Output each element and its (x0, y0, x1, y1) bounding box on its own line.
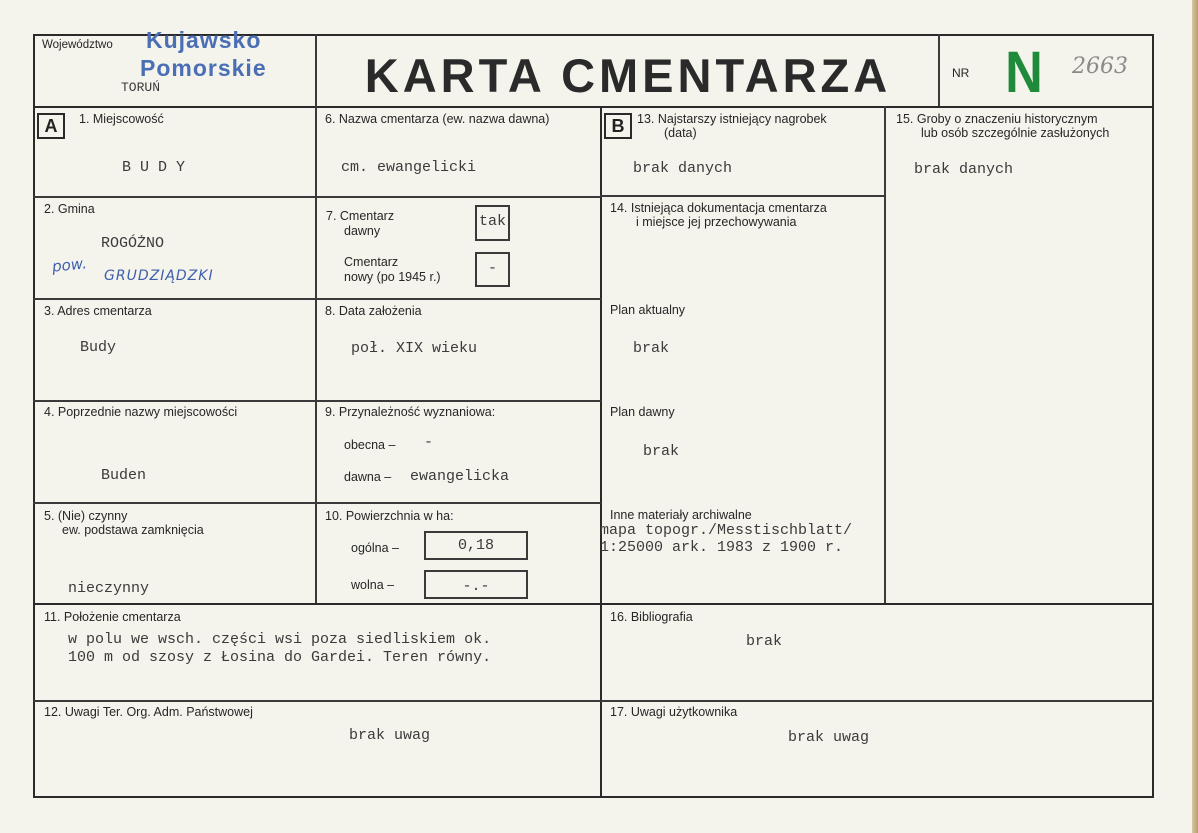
row-div-a1 (33, 196, 601, 198)
row-div-a3 (33, 400, 601, 402)
frame-left (33, 34, 35, 798)
row-div-mid (33, 603, 1154, 605)
row-div-a4 (33, 502, 601, 504)
field-7-nowy-box: - (475, 252, 510, 287)
nr-letter-marker: N (1005, 40, 1043, 105)
col-divider-3 (884, 106, 886, 604)
field-3-value: Budy (80, 339, 117, 356)
field-10-wolna-label: wolna – (351, 578, 395, 592)
card-title: KARTA CMENTARZA (364, 49, 892, 102)
plan-current-label: Plan aktualny (610, 303, 686, 317)
field-3-label: 3. Adres cmentarza (44, 304, 152, 318)
field-4-value: Buden (101, 467, 147, 484)
field-2-label: 2. Gmina (44, 202, 95, 216)
field-8-label: 8. Data założenia (325, 304, 422, 318)
field-2-value: ROGÓŻNO (101, 235, 165, 252)
other-materials-label: Inne materiały archiwalne (610, 508, 752, 522)
row-div-a2 (33, 298, 601, 300)
field-15-value: brak danych (914, 161, 1014, 178)
nr-label: NR (952, 66, 970, 80)
field-7-label-1: 7. Cmentarz (326, 209, 395, 223)
field-13-label-1: 13. Najstarszy istniejący nagrobek (637, 112, 827, 126)
nr-number: 2663 (1072, 54, 1128, 79)
voivodeship-stamp-line1: Kujawsko (146, 27, 262, 53)
field-7-nowy-label-2: nowy (po 1945 r.) (344, 270, 441, 284)
field-11-label: 11. Położenie cmentarza (44, 610, 181, 624)
field-7-nowy-label-1: Cmentarz (344, 255, 399, 269)
field-4-label: 4. Poprzednie nazwy miejscowości (44, 405, 238, 419)
field-9-label: 9. Przynależność wyznaniowa: (325, 405, 496, 419)
field-6-value: cm. ewangelicki (341, 159, 477, 176)
field-2-hand-prefix: pow. (51, 254, 88, 276)
field-9-obecna-label: obecna – (344, 438, 396, 452)
frame-right (1152, 34, 1154, 798)
field-9-dawna-label: dawna – (344, 470, 392, 484)
col-divider-1 (315, 106, 317, 604)
field-5-label-1: 5. (Nie) czynny (44, 509, 128, 523)
row-div-b1 (600, 195, 884, 197)
field-10-ogolna-label: ogólna – (351, 541, 399, 555)
plan-old-value: brak (643, 443, 680, 460)
field-8-value: poł. XIX wieku (351, 340, 478, 357)
field-12-value: brak uwag (349, 727, 431, 744)
field-17-value: brak uwag (788, 729, 870, 746)
section-a-marker: A (37, 113, 65, 139)
plan-current-value: brak (633, 340, 670, 357)
field-11-line1: w polu we wsch. części wsi poza siedliskiem ok. (68, 631, 492, 648)
field-16-label: 16. Bibliografia (610, 610, 693, 624)
field-9-dawna-value: ewangelicka (410, 468, 510, 485)
field-13-label-2: (data) (664, 126, 697, 140)
field-11-line2: 100 m od szosy z Łosina do Gardei. Teren równy. (68, 649, 492, 666)
section-b-marker: B (604, 113, 632, 139)
header-vline-2 (938, 34, 940, 106)
other-materials-line2: 1:25000 ark. 1983 z 1900 r. (600, 539, 844, 556)
field-7-dawny-box: tak (475, 205, 510, 241)
field-5-label-2: ew. podstawa zamknięcia (62, 523, 204, 537)
field-1-value: B U D Y (122, 159, 186, 176)
voivodeship-label: Województwo (42, 39, 113, 51)
col-divider-2 (600, 106, 602, 796)
field-15-label-1: 15. Groby o znaczeniu historycznym (896, 112, 1098, 126)
field-13-value: brak danych (633, 160, 733, 177)
header-vline-1 (315, 34, 317, 106)
frame-bottom (33, 796, 1154, 798)
field-16-value: brak (746, 633, 783, 650)
torun-text: TORUŃ (121, 80, 161, 95)
plan-old-label: Plan dawny (610, 405, 675, 419)
other-materials-line1: mapa topogr./Messtischblatt/ (600, 522, 853, 539)
field-12-label: 12. Uwagi Ter. Org. Adm. Państwowej (44, 705, 253, 719)
field-6-label: 6. Nazwa cmentarza (ew. nazwa dawna) (325, 112, 550, 126)
field-14-label-1: 14. Istniejąca dokumentacja cmentarza (610, 201, 827, 215)
field-1-label: 1. Miejscowość (79, 112, 164, 126)
field-15-label-2: lub osób szczególnie zasłużonych (921, 126, 1110, 140)
field-2-hand-value: GRUDZIĄDZKI (104, 268, 214, 284)
field-17-label: 17. Uwagi użytkownika (610, 705, 738, 719)
field-9-obecna-value: - (424, 434, 434, 451)
field-14-label-2: i miejsce jej przechowywania (636, 215, 797, 229)
field-10-wolna-box: -.- (424, 570, 528, 599)
field-10-ogolna-box: 0,18 (424, 531, 528, 560)
voivodeship-stamp-line2: Pomorskie (140, 55, 267, 81)
row-div-low (33, 700, 1154, 702)
field-5-value: nieczynny (68, 580, 150, 597)
field-10-label: 10. Powierzchnia w ha: (325, 509, 454, 523)
field-7-label-2: dawny (344, 224, 381, 238)
